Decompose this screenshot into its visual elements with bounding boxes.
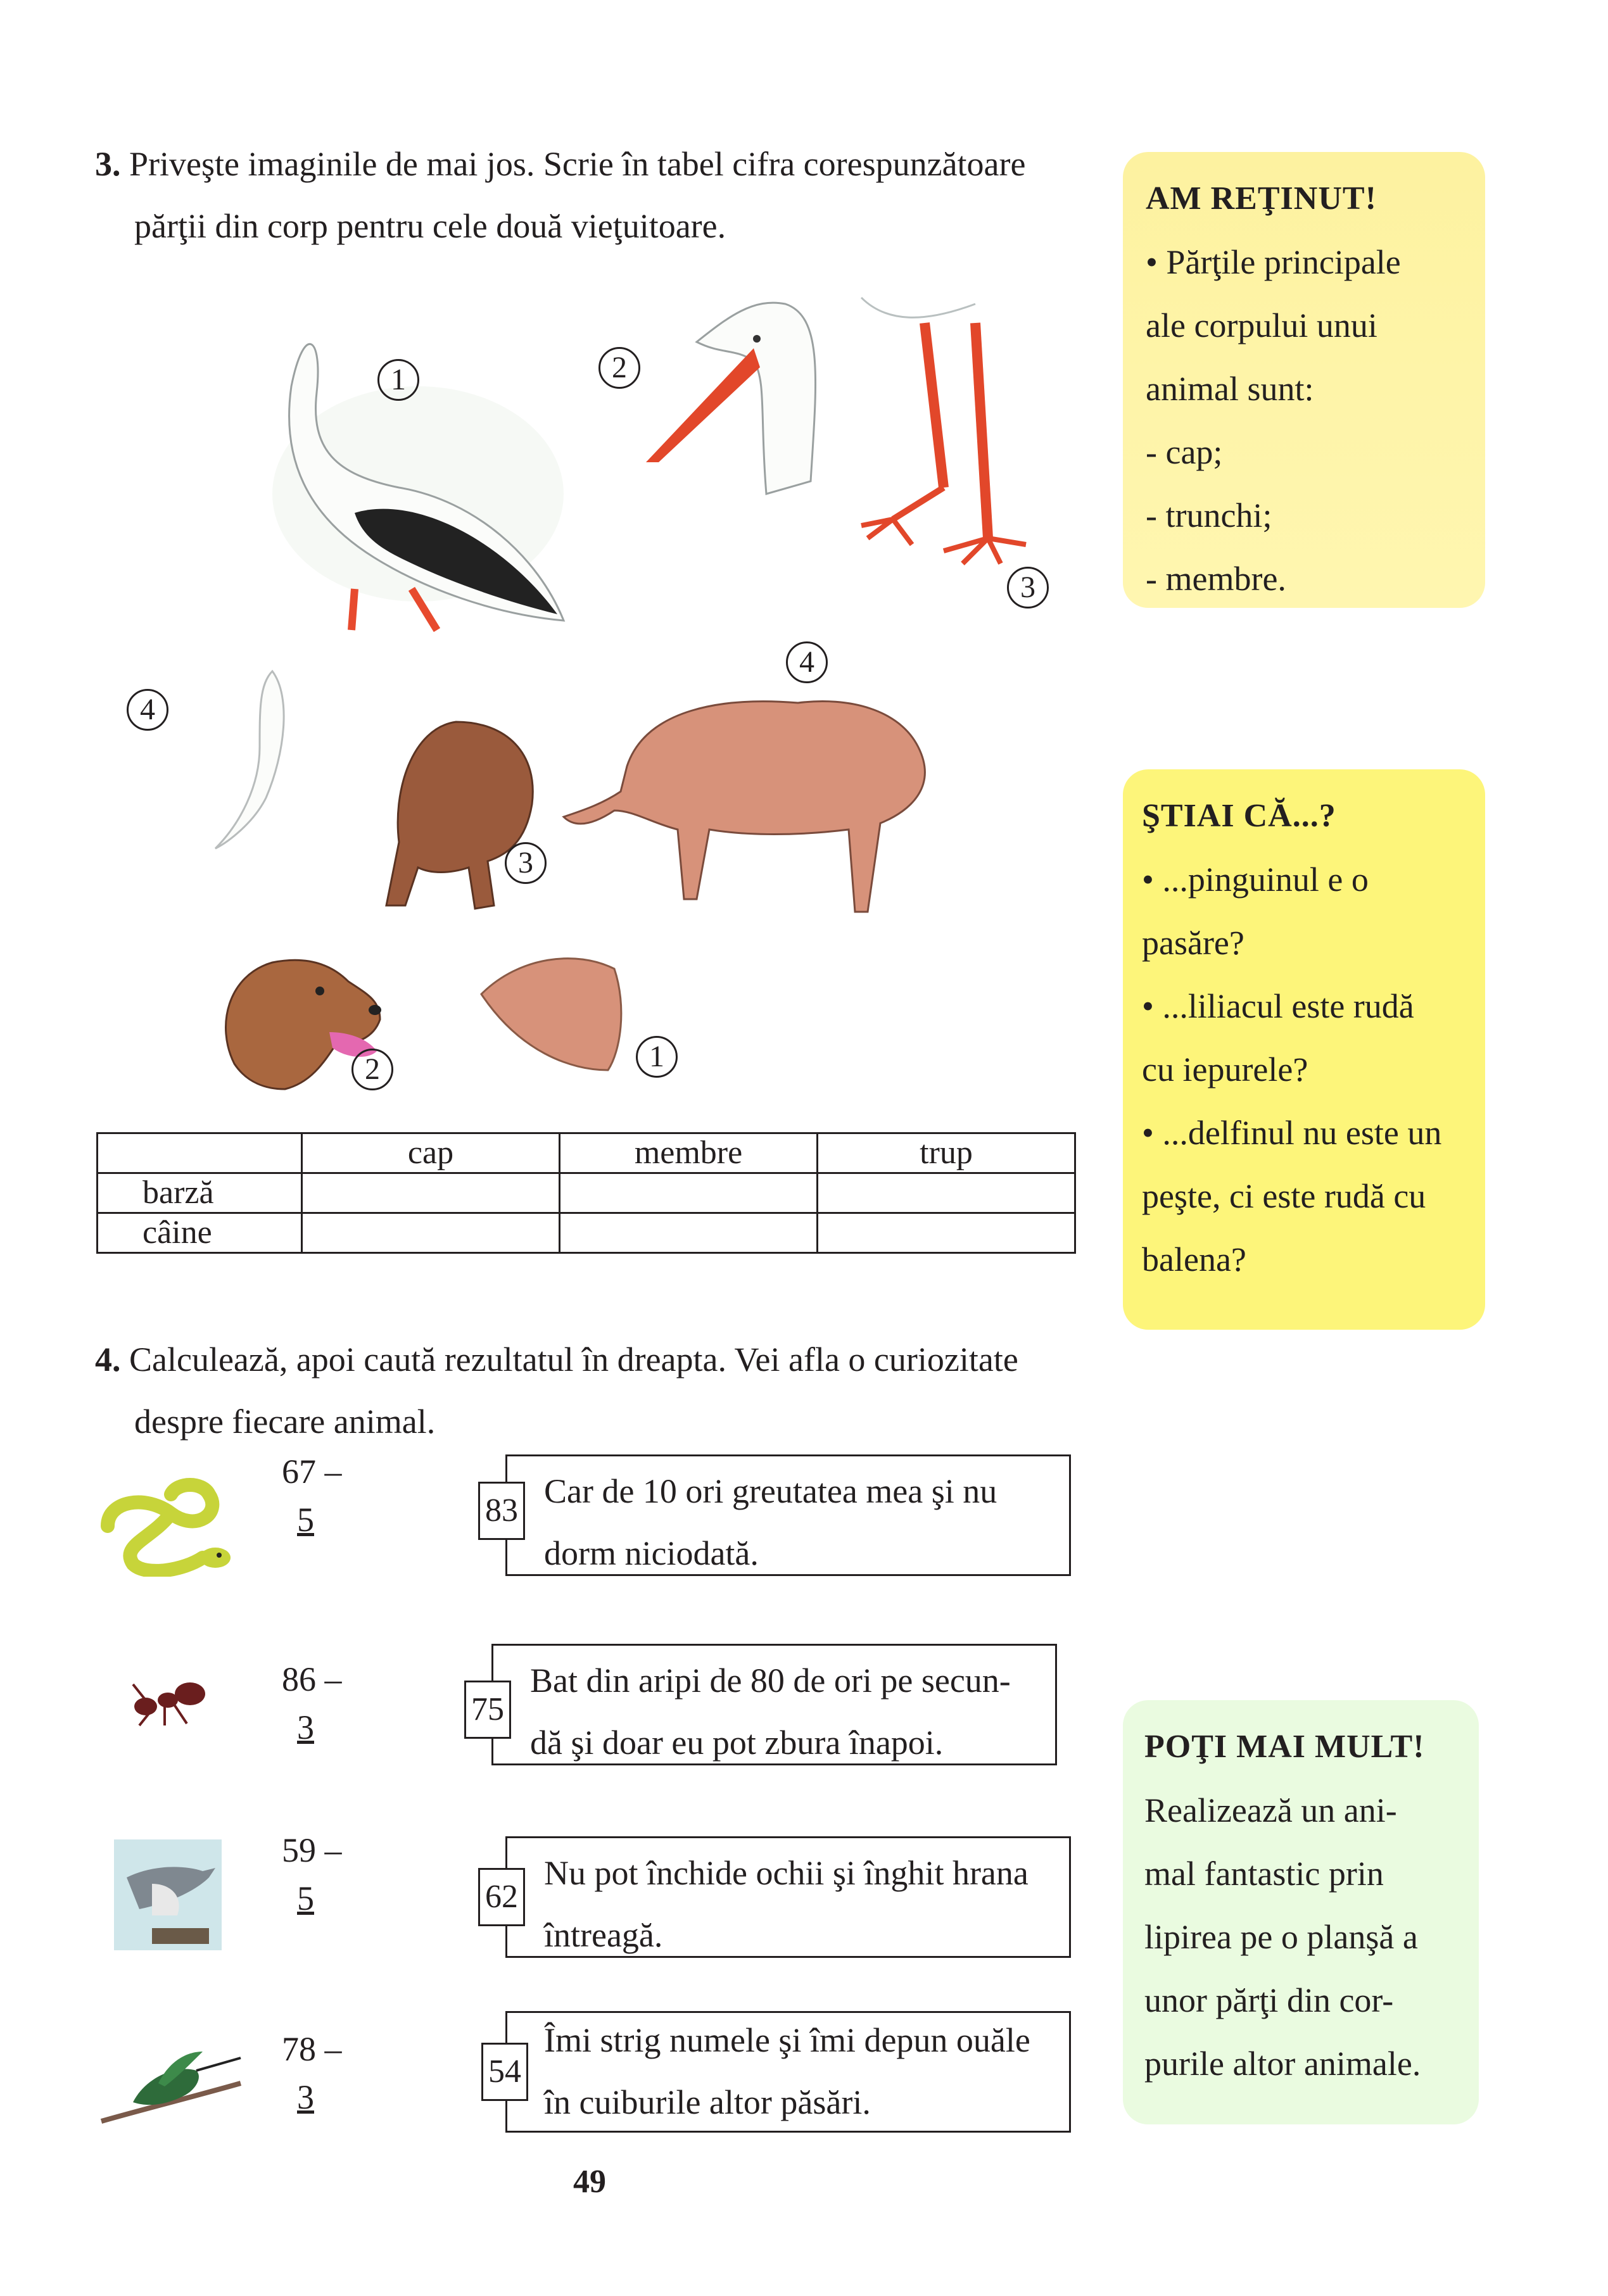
fact-3-line1: Nu pot închide ochii şi înghit hrana (544, 1854, 1029, 1892)
poti-mai-mult-line: mal fantastic prin (1144, 1855, 1384, 1893)
subtraction-4 (282, 2025, 342, 2121)
poti-mai-mult-line: unor părţi din cor- (1144, 1981, 1394, 2019)
label-dog-head: 2 (351, 1049, 393, 1090)
dog-neck-illustration (469, 943, 633, 1083)
label-dog-neck: 1 (636, 1036, 678, 1078)
subtraction-3 (282, 1826, 342, 1922)
answer-box-1: 83 (478, 1482, 525, 1540)
stiai-ca-line: • ...pinguinul e o (1142, 861, 1369, 899)
page-number: 49 (573, 2164, 606, 2200)
fact-1-line2: dorm niciodată. (544, 1534, 759, 1572)
label-dog-trunk: 4 (786, 641, 828, 683)
am-retinut-line: • Părţile principale (1146, 243, 1401, 281)
fact-text-2 (530, 1649, 1042, 1774)
table-header-trup: trup (818, 1133, 1075, 1173)
subtraction-4-top: 78 – (282, 2030, 342, 2068)
table-header-membre: membre (560, 1133, 818, 1173)
table-corner-cell (98, 1133, 302, 1173)
subtraction-2-top: 86 – (282, 1660, 342, 1698)
am-retinut-line: animal sunt: (1146, 370, 1314, 408)
stiai-ca-title: ŞTIAI CĂ...? (1142, 798, 1336, 834)
fact-box-3 (505, 1836, 1071, 1958)
exercise-4-line1: Calculează, apoi caută rezultatul în dreapta. Vei afla o curiozitate (129, 1340, 1018, 1378)
table-row-label: câine (98, 1213, 302, 1253)
snake-illustration (95, 1463, 241, 1577)
stiai-ca-line: • ...liliacul este rudă (1142, 987, 1414, 1025)
fact-4-line1: Îmi strig numele şi îmi depun ouăle (544, 2021, 1030, 2059)
subtraction-2-bottom: 3 (297, 1708, 314, 1746)
exercise-4-line2: despre fiecare animal. (134, 1403, 436, 1441)
table-row-label: barză (98, 1173, 302, 1213)
fact-box-1 (505, 1454, 1071, 1576)
table-header-row (98, 1133, 1075, 1173)
answer-box-3: 62 (478, 1868, 525, 1926)
subtraction-4-bottom: 3 (297, 2078, 314, 2116)
exercise-3-line1: Priveşte imaginile de mai jos. Scrie în tabel cifra corespunzătoare (129, 145, 1026, 183)
fact-box-4 (505, 2011, 1071, 2133)
stiai-ca-line: peşte, ci este rudă cu (1142, 1177, 1426, 1215)
fact-text-1 (544, 1460, 1056, 1584)
body-parts-table (96, 1132, 1076, 1254)
fact-box-2 (491, 1644, 1057, 1765)
stork-neck-illustration (190, 659, 317, 861)
subtraction-3-bottom: 5 (297, 1879, 314, 1917)
table-row (98, 1173, 1075, 1213)
poti-mai-mult-line: Realizează un ani- (1144, 1791, 1397, 1829)
dog-trunk-illustration (557, 671, 963, 924)
table-cell[interactable] (818, 1213, 1075, 1253)
stiai-ca-line: • ...delfinul nu este un (1142, 1114, 1442, 1152)
fact-text-4 (544, 2009, 1056, 2133)
exercise-3-instructions (95, 133, 1083, 257)
label-stork-neck: 4 (127, 689, 168, 731)
label-stork-head: 2 (598, 347, 640, 389)
subtraction-3-top: 59 – (282, 1831, 342, 1869)
poti-mai-mult-line: lipirea pe o planşă a (1144, 1918, 1418, 1956)
exercise-3-number: 3. (95, 145, 121, 183)
table-cell[interactable] (560, 1213, 818, 1253)
am-retinut-line: ale corpului unui (1146, 306, 1377, 344)
poti-mai-mult-title: POŢI MAI MULT! (1144, 1729, 1425, 1765)
am-retinut-line: - membre. (1146, 560, 1286, 598)
table-header-cap: cap (302, 1133, 560, 1173)
am-retinut-line: - cap; (1146, 433, 1223, 471)
am-retinut-line: - trunchi; (1146, 496, 1272, 534)
fact-1-line1: Car de 10 ori greutatea mea şi nu (544, 1472, 997, 1510)
stork-legs-illustration (849, 285, 1039, 602)
table-row (98, 1213, 1075, 1253)
subtraction-1-bottom: 5 (297, 1501, 314, 1539)
label-stork-legs: 3 (1007, 567, 1049, 609)
answer-box-4: 54 (481, 2043, 528, 2101)
stiai-ca-line: balena? (1142, 1240, 1246, 1278)
am-retinut-panel (1123, 152, 1485, 608)
exercise-4-number: 4. (95, 1340, 121, 1378)
am-retinut-title: AM REŢINUT! (1146, 180, 1377, 217)
stiai-ca-line: pasăre? (1142, 924, 1244, 962)
table-cell[interactable] (302, 1173, 560, 1213)
fact-3-line2: întreagă. (544, 1916, 663, 1954)
stiai-ca-line: cu iepurele? (1142, 1050, 1308, 1088)
poti-mai-mult-line: purile altor animale. (1144, 2045, 1421, 2083)
poti-mai-mult-panel (1123, 1700, 1479, 2124)
table-cell[interactable] (302, 1213, 560, 1253)
subtraction-1 (282, 1448, 342, 1544)
ant-illustration (127, 1672, 209, 1729)
exercise-3-line2: părţii din corp pentru cele două vieţuitoare. (134, 207, 726, 245)
stork-body-illustration (209, 285, 621, 665)
fact-text-3 (544, 1842, 1056, 1966)
subtraction-2 (282, 1655, 342, 1751)
table-cell[interactable] (560, 1173, 818, 1213)
answer-box-2: 75 (464, 1681, 511, 1739)
dog-legs-illustration (380, 716, 545, 924)
label-stork-body: 1 (377, 359, 419, 401)
stiai-ca-panel (1123, 769, 1485, 1330)
stork-head-illustration (627, 291, 836, 519)
fact-2-line1: Bat din aripi de 80 de ori pe secun- (530, 1662, 1011, 1700)
subtraction-1-top: 67 – (282, 1453, 342, 1491)
hummingbird-illustration (95, 2033, 247, 2128)
cuckoo-illustration (114, 1839, 222, 1950)
fact-4-line2: în cuiburile altor păsări. (544, 2083, 871, 2121)
table-cell[interactable] (818, 1173, 1075, 1213)
exercise-4-instructions (95, 1328, 1083, 1453)
fact-2-line2: dă şi doar eu pot zbura înapoi. (530, 1724, 944, 1762)
label-dog-legs: 3 (505, 842, 547, 884)
